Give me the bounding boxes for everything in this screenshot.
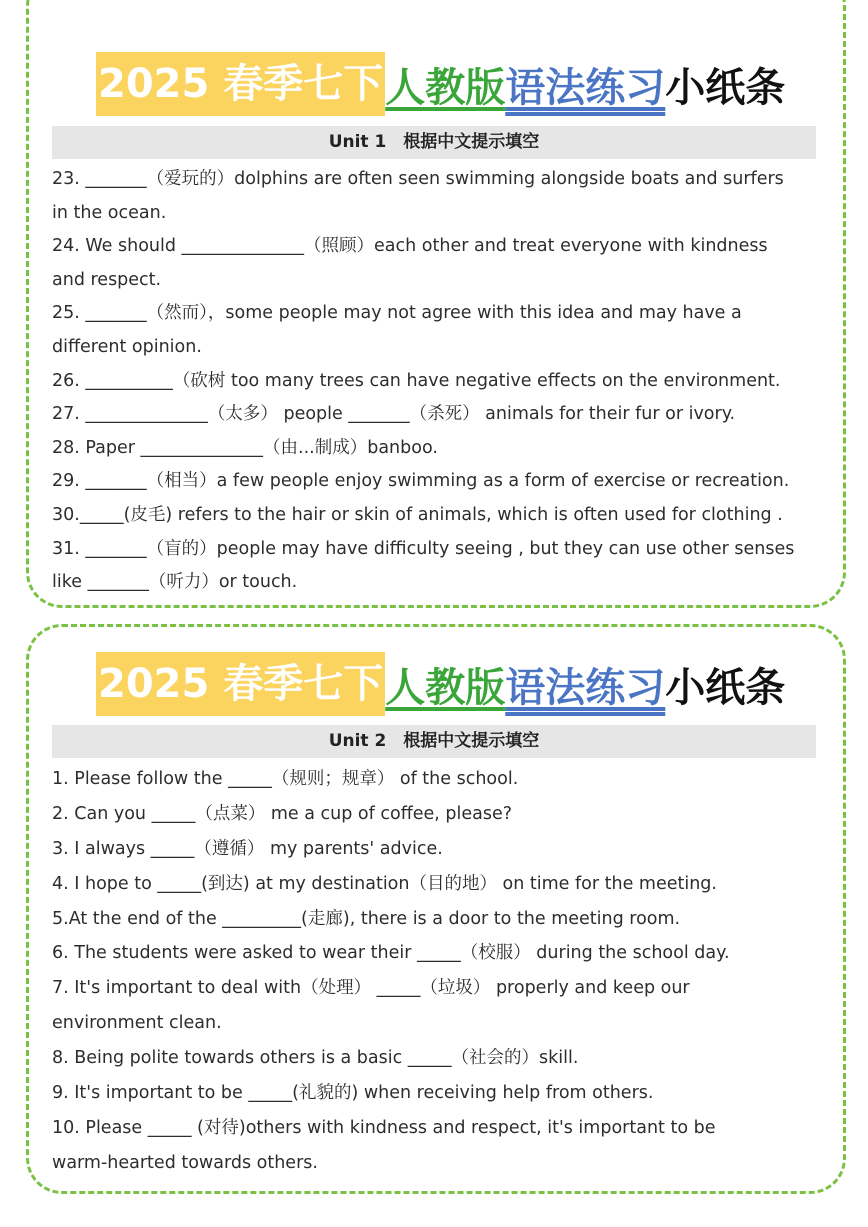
exercise-list [52, 762, 822, 1181]
exercise-line: 6. The students were asked to wear their _____（校服） during the school day. [52, 943, 730, 964]
exercise-line: 3. I always _____（遵循） my parents' advice. [52, 838, 443, 859]
exercise-line: 8. Being polite towards others is a basic _____（社会的）skill. [52, 1048, 579, 1069]
exercise-line: 9. It's important to be _____(礼貌的) when receiving help from others. [52, 1083, 654, 1104]
exercise-line: in the ocean. [52, 202, 167, 223]
exercise-line: 5.At the end of the _________(走廊), there is a door to the meeting room. [52, 908, 681, 929]
title-edition: 人教版 [385, 664, 506, 711]
exercise-line: 27. ______________（太多） people _______（杀死） animals for their fur or ivory. [52, 404, 736, 425]
section-title [96, 652, 785, 716]
title-grammar-practice: 语法练习 [505, 64, 666, 111]
exercise-line: 29. _______（相当）a few people enjoy swimming as a form of exercise or recreation. [52, 471, 790, 492]
exercise-line: different opinion. [52, 336, 202, 357]
exercise-line: 30._____(皮毛) refers to the hair or skin of animals, which is often used for clothing . [52, 504, 783, 525]
exercise-line: warm-hearted towards others. [52, 1152, 318, 1173]
exercise-line: 1. Please follow the _____（规则；规章） of the school. [52, 769, 519, 789]
title-year-season: 2025 春季七下 [96, 652, 385, 716]
unit-header: Unit 2 根据中文提示填空 [52, 725, 816, 758]
unit-header: Unit 1 根据中文提示填空 [52, 126, 816, 159]
exercise-line: 7. It's important to deal with（处理） _____（垃圾） properly and keep our [52, 978, 690, 999]
exercise-line: 23. _______（爱玩的）dolphins are often seen swimming alongside boats and surfers [52, 169, 784, 189]
exercise-line: 25. _______（然而），some people may not agree with this idea and may have a [52, 303, 742, 324]
exercise-line: like _______（听力）or touch. [52, 572, 298, 593]
section-title [96, 52, 785, 116]
exercise-line: environment clean. [52, 1013, 222, 1034]
exercise-line: 26. __________（砍树 too many trees can have negative effects on the environment. [52, 370, 781, 391]
exercise-line: 10. Please _____ (对待)others with kindness and respect, it's important to be [52, 1117, 716, 1138]
title-grammar-practice: 语法练习 [505, 664, 666, 711]
title-note: 小纸条 [665, 664, 786, 711]
title-year-season: 2025 春季七下 [96, 52, 385, 116]
exercise-line: 31. _______（盲的）people may have difficulty seeing , but they can use other senses [52, 538, 795, 559]
exercise-line: 24. We should ______________（照顾）each other and treat everyone with kindness [52, 236, 768, 257]
exercise-list [52, 163, 822, 600]
exercise-line: 28. Paper ______________（由...制成）banboo. [52, 437, 438, 458]
exercise-line: 2. Can you _____（点菜） me a cup of coffee, please? [52, 803, 513, 824]
exercise-line: and respect. [52, 269, 162, 290]
title-note: 小纸条 [665, 64, 786, 111]
title-edition: 人教版 [385, 64, 506, 111]
exercise-line: 4. I hope to _____(到达) at my destination（目的地） on time for the meeting. [52, 873, 717, 894]
